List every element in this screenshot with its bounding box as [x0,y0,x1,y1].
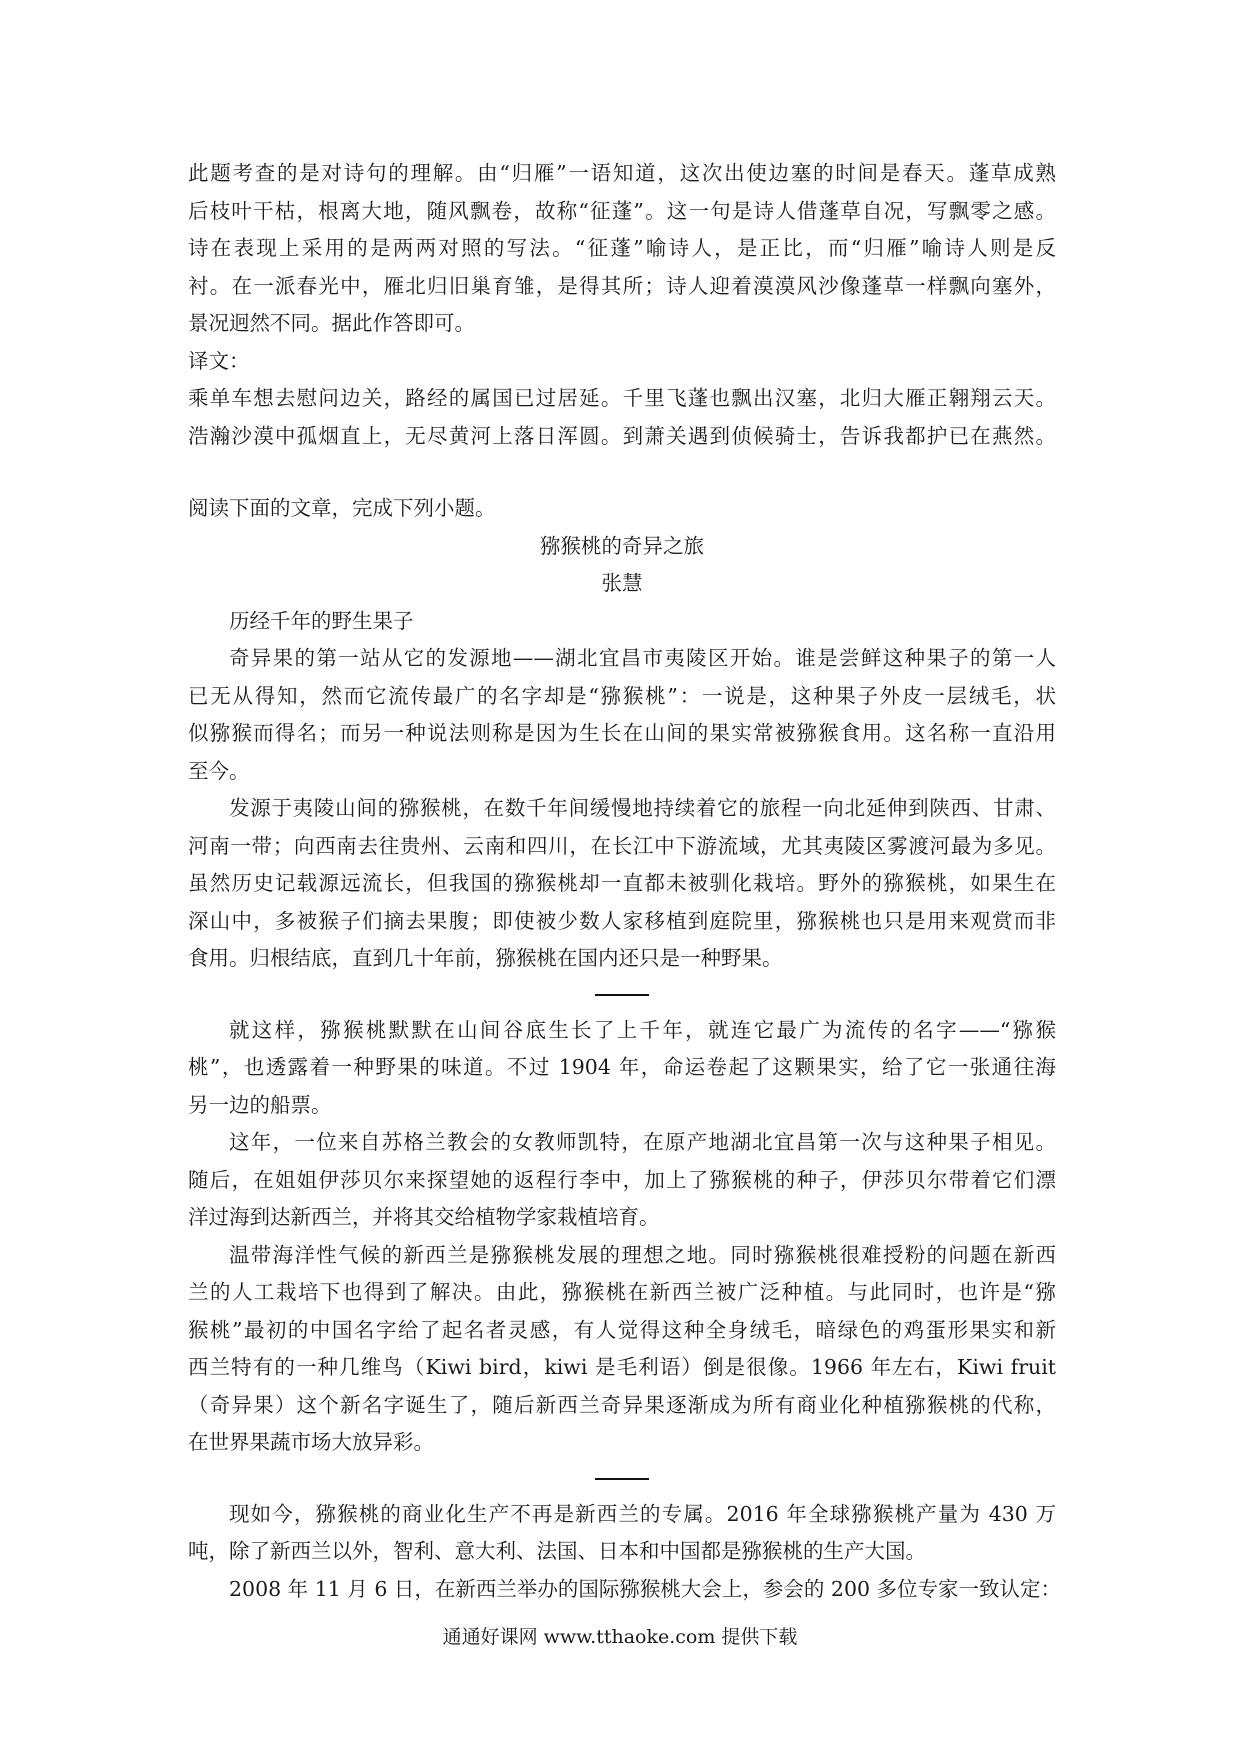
paragraph-line: 深山中，多被猴子们摘去果腹；即使被少数人家移植到庭院里，猕猴桃也只是用来观赏而非 [188,908,1056,933]
reading-instruction: 阅读下面的文章，完成下列小题。 [188,496,496,520]
section-heading-blank [188,1462,1056,1496]
section-heading-blank [188,978,1056,1012]
paragraph-line: 似猕猴而得名；而另一种说法则称是因为生长在山间的果实常被猕猴食用。这名称一直沿用 [188,721,1056,745]
analysis-line: 景况迥然不同。据此作答即可。 [188,311,475,335]
spacer [188,455,1056,490]
paragraph-line: 食用。归根结底，直到几十年前，猕猴桃在国内还只是一种野果。 [188,946,783,970]
paragraph-line: 现如今，猕猴桃的商业化生产不再是新西兰的专属。2016 年全球猕猴桃产量为 430 万 [229,1501,1056,1526]
analysis-line: 此题考查的是对诗句的理解。由“归雁”一语知道，这次出使边塞的时间是春天。蓬草成熟 [188,161,1056,185]
analysis-line: 后枝叶干枯，根离大地，随风飘卷，故称“征蓬”。这一句是诗人借蓬草自况，写飘零之感。 [188,198,1056,223]
paragraph-line: 河南一带；向西南去往贵州、云南和四川，在长江中下游流域，尤其夷陵区雾渡河最为多见。 [188,833,1056,858]
paragraph-line: （奇异果）这个新名字诞生了，随后新西兰奇异果逐渐成为所有商业化种植猕猴桃的代称， [188,1392,1056,1417]
paragraph-line: 就这样，猕猴桃默默在山间谷底生长了上千年，就连它最广为流传的名字——“猕猴 [229,1017,1056,1042]
paragraph-line: 至今。 [188,758,250,783]
answer-analysis [188,155,1056,343]
paragraph-line: 奇异果的第一站从它的发源地——湖北宜昌市夷陵区开始。谁是尝鲜这种果子的第一人 [229,646,1056,670]
paragraph-line: 这年，一位来自苏格兰教会的女教师凯特，在原产地湖北宜昌第一次与这种果子相见。 [229,1130,1056,1154]
paragraph-line: 在世界果蔬市场大放异彩。 [188,1430,434,1454]
section-heading: 历经千年的野生果子 [229,608,414,633]
paragraph-line: 已无从得知，然而它流传最广的名字却是“猕猴桃”：一说是，这种果子外皮一层绒毛，状 [188,683,1056,708]
paragraph-line: 2008 年 11 月 6 日，在新西兰举办的国际猕猴桃大会上，参会的 200 多位专家一致认定： [229,1576,1062,1601]
document-body [188,155,1062,1608]
paragraph-line: 发源于夷陵山间的猕猴桃，在数千年间缓慢地持续着它的旅程一向北延伸到陕西、甘肃、 [229,796,1056,820]
paragraph [188,1237,1056,1462]
paragraph-line: 吨，除了新西兰以外，智利、意大利、法国、日本和中国都是猕猴桃的生产大国。 [188,1539,926,1563]
paragraph [188,1571,1062,1609]
article-author: 张慧 [601,571,643,595]
translation-line: 浩瀚沙漠中孤烟直上，无尽黄河上落日浑圆。到萧关遇到侦候骑士，告诉我都护已在燕然。 [188,423,1056,448]
paragraph-line: 另一边的船票。 [188,1092,332,1117]
paragraph-line: 桃”，也透露着一种野果的味道。不过 1904 年，命运卷起了这颗果实，给了它一张通往海 [188,1055,1056,1079]
blank-underline [595,994,649,996]
article-title: 猕猴桃的奇异之旅 [540,533,704,558]
translation-section [188,343,1056,456]
paragraph-line: 兰的人工栽培下也得到了解决。由此，猕猴桃在新西兰被广泛种植。与此同时，也许是“猕 [188,1280,1056,1304]
analysis-line: 衬。在一派春光中，雁北归旧巢育雏，是得其所；诗人迎着漠漠风沙像蓬草一样飘向塞外， [188,273,1056,298]
translation-label: 译文： [188,348,250,373]
translation-line: 乘单车想去慰问边关，路经的属国已过居延。千里飞蓬也飘出汉塞，北归大雁正翱翔云天。 [188,386,1056,410]
paragraph-line: 洋过海到达新西兰，并将其交给植物学家栽植培育。 [188,1205,660,1229]
paragraph-line: 虽然历史记载源远流长，但我国的猕猴桃却一直都未被驯化栽培。野外的猕猴桃，如果生在 [188,871,1056,895]
page-footer: 通通好课网 www.tthaoke.com 提供下载 [442,1626,798,1648]
paragraph [188,640,1056,790]
analysis-line: 诗在表现上采用的是两两对照的写法。“征蓬”喻诗人，是正比，而“归雁”喻诗人则是反 [188,236,1056,260]
paragraph-line: 西兰特有的一种几维鸟（Kiwi bird，kiwi 是毛利语）倒是很像。1966 年左右，Kiwi fruit [188,1355,1056,1379]
paragraph-line: 温带海洋性气候的新西兰是猕猴桃发展的理想之地。同时猕猴桃很难授粉的问题在新西 [229,1242,1056,1267]
paragraph [188,790,1056,978]
paragraph [188,1124,1056,1237]
paragraph [188,1012,1056,1125]
paragraph-line: 随后，在姐姐伊莎贝尔来探望她的返程行李中，加上了猕猴桃的种子，伊莎贝尔带着它们漂 [188,1167,1056,1192]
paragraph [188,1496,1056,1571]
blank-underline [595,1478,649,1480]
paragraph-line: 猴桃”最初的中国名字给了起名者灵感，有人觉得这种全身绒毛，暗绿色的鸡蛋形果实和新 [188,1317,1056,1342]
